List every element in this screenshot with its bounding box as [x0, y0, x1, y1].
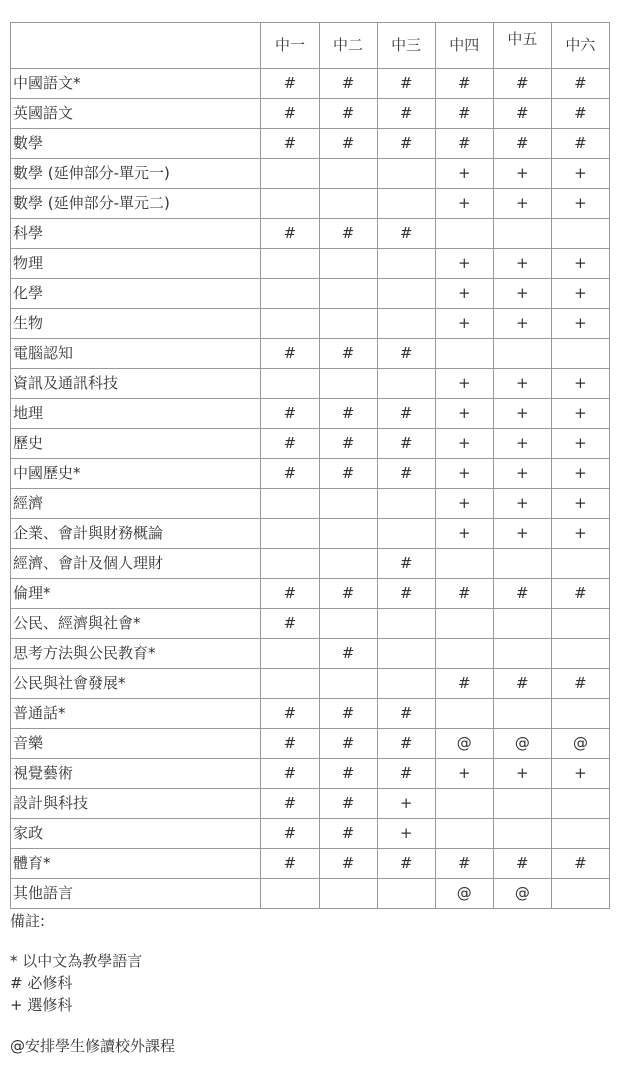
- table-row: [11, 369, 610, 399]
- mark-cell-level-5: [493, 339, 551, 369]
- table-row: [11, 189, 610, 219]
- header-row: [11, 23, 610, 69]
- table-row: [11, 879, 610, 909]
- mark-cell-level-1: [261, 309, 319, 339]
- subject-name-cell: 物理: [11, 249, 261, 279]
- mark-cell-level-6: +: [551, 159, 609, 189]
- mark-cell-level-6: [551, 219, 609, 249]
- mark-cell-level-5: [493, 549, 551, 579]
- mark-cell-level-3: [377, 519, 435, 549]
- mark-cell-level-2: [319, 879, 377, 909]
- subject-name-cell: 數學: [11, 129, 261, 159]
- mark-cell-level-4: +: [435, 519, 493, 549]
- subject-name-cell: 生物: [11, 309, 261, 339]
- mark-cell-level-3: [377, 189, 435, 219]
- table-row: [11, 759, 610, 789]
- mark-cell-level-1: #: [261, 69, 319, 99]
- mark-cell-level-2: #: [319, 339, 377, 369]
- mark-cell-level-2: #: [319, 99, 377, 129]
- mark-cell-level-6: #: [551, 669, 609, 699]
- mark-cell-level-4: [435, 549, 493, 579]
- mark-cell-level-4: +: [435, 279, 493, 309]
- mark-cell-level-5: #: [493, 579, 551, 609]
- mark-cell-level-6: [551, 879, 609, 909]
- mark-cell-level-1: #: [261, 759, 319, 789]
- mark-cell-level-3: #: [377, 339, 435, 369]
- mark-cell-level-5: #: [493, 669, 551, 699]
- mark-cell-level-3: #: [377, 429, 435, 459]
- table-row: [11, 69, 610, 99]
- notes-title: 備註:: [10, 912, 46, 930]
- mark-cell-level-6: #: [551, 69, 609, 99]
- mark-cell-level-6: #: [551, 849, 609, 879]
- mark-cell-level-2: [319, 519, 377, 549]
- subject-name-cell: 地理: [11, 399, 261, 429]
- mark-cell-level-1: #: [261, 609, 319, 639]
- mark-cell-level-1: [261, 549, 319, 579]
- mark-cell-level-1: [261, 639, 319, 669]
- mark-cell-level-5: @: [493, 879, 551, 909]
- mark-cell-level-2: #: [319, 759, 377, 789]
- mark-cell-level-3: #: [377, 579, 435, 609]
- table-row: [11, 669, 610, 699]
- mark-cell-level-2: [319, 549, 377, 579]
- mark-cell-level-6: [551, 609, 609, 639]
- legend-elective: + 選修科: [10, 996, 73, 1014]
- subject-name-cell: 數學 (延伸部分-單元二): [11, 189, 261, 219]
- mark-cell-level-4: +: [435, 159, 493, 189]
- mark-cell-level-6: +: [551, 519, 609, 549]
- mark-cell-level-2: #: [319, 819, 377, 849]
- mark-cell-level-4: +: [435, 189, 493, 219]
- mark-cell-level-6: [551, 549, 609, 579]
- mark-cell-level-4: +: [435, 489, 493, 519]
- mark-cell-level-2: #: [319, 639, 377, 669]
- subject-name-cell: 其他語言: [11, 879, 261, 909]
- legend-medium-chinese: * 以中文為教學語言: [10, 952, 143, 970]
- header-level-4: 中四: [435, 23, 493, 69]
- mark-cell-level-5: [493, 789, 551, 819]
- mark-cell-level-1: #: [261, 339, 319, 369]
- mark-cell-level-1: #: [261, 429, 319, 459]
- mark-cell-level-3: +: [377, 819, 435, 849]
- mark-cell-level-1: #: [261, 399, 319, 429]
- mark-cell-level-5: [493, 219, 551, 249]
- table-row: [11, 519, 610, 549]
- mark-cell-level-5: +: [493, 369, 551, 399]
- subject-name-cell: 企業、會計與財務概論: [11, 519, 261, 549]
- header-subject-cell: [11, 23, 261, 69]
- mark-cell-level-6: #: [551, 129, 609, 159]
- mark-cell-level-4: #: [435, 849, 493, 879]
- mark-cell-level-5: +: [493, 309, 551, 339]
- mark-cell-level-5: +: [493, 519, 551, 549]
- mark-cell-level-4: #: [435, 99, 493, 129]
- table-row: [11, 849, 610, 879]
- subject-name-cell: 英國語文: [11, 99, 261, 129]
- mark-cell-level-4: +: [435, 459, 493, 489]
- mark-cell-level-1: #: [261, 129, 319, 159]
- mark-cell-level-3: #: [377, 219, 435, 249]
- mark-cell-level-6: +: [551, 309, 609, 339]
- mark-cell-level-1: [261, 369, 319, 399]
- mark-cell-level-4: [435, 339, 493, 369]
- mark-cell-level-5: [493, 819, 551, 849]
- mark-cell-level-1: #: [261, 219, 319, 249]
- legend-outside-course: @安排學生修讀校外課程: [10, 1037, 176, 1055]
- mark-cell-level-5: +: [493, 159, 551, 189]
- table-row: [11, 129, 610, 159]
- subject-name-cell: 數學 (延伸部分-單元一): [11, 159, 261, 189]
- mark-cell-level-1: [261, 879, 319, 909]
- header-level-3: 中三: [377, 23, 435, 69]
- table-body: [11, 69, 610, 909]
- header-level-2: 中二: [319, 23, 377, 69]
- subject-name-cell: 倫理*: [11, 579, 261, 609]
- table-row: [11, 549, 610, 579]
- table-row: [11, 459, 610, 489]
- mark-cell-level-1: [261, 189, 319, 219]
- table-row: [11, 699, 610, 729]
- table-row: [11, 249, 610, 279]
- mark-cell-level-2: #: [319, 849, 377, 879]
- table-row: [11, 399, 610, 429]
- mark-cell-level-3: #: [377, 69, 435, 99]
- mark-cell-level-2: [319, 279, 377, 309]
- mark-cell-level-2: #: [319, 579, 377, 609]
- mark-cell-level-2: [319, 669, 377, 699]
- mark-cell-level-2: [319, 189, 377, 219]
- mark-cell-level-4: #: [435, 69, 493, 99]
- subject-name-cell: 電腦認知: [11, 339, 261, 369]
- mark-cell-level-1: [261, 489, 319, 519]
- mark-cell-level-3: #: [377, 759, 435, 789]
- mark-cell-level-4: [435, 789, 493, 819]
- mark-cell-level-4: #: [435, 579, 493, 609]
- mark-cell-level-4: +: [435, 399, 493, 429]
- mark-cell-level-2: [319, 309, 377, 339]
- mark-cell-level-5: +: [493, 249, 551, 279]
- subject-name-cell: 家政: [11, 819, 261, 849]
- subject-name-cell: 普通話*: [11, 699, 261, 729]
- notes-section: [10, 910, 175, 1057]
- subject-name-cell: 音樂: [11, 729, 261, 759]
- mark-cell-level-4: +: [435, 369, 493, 399]
- mark-cell-level-3: #: [377, 729, 435, 759]
- subject-name-cell: 公民、經濟與社會*: [11, 609, 261, 639]
- mark-cell-level-6: +: [551, 459, 609, 489]
- table-row: [11, 309, 610, 339]
- mark-cell-level-3: #: [377, 99, 435, 129]
- subject-name-cell: 中國歷史*: [11, 459, 261, 489]
- subject-name-cell: 視覺藝術: [11, 759, 261, 789]
- table-row: [11, 819, 610, 849]
- mark-cell-level-2: #: [319, 699, 377, 729]
- mark-cell-level-2: #: [319, 789, 377, 819]
- mark-cell-level-6: +: [551, 429, 609, 459]
- mark-cell-level-4: @: [435, 729, 493, 759]
- table-row: [11, 639, 610, 669]
- mark-cell-level-4: @: [435, 879, 493, 909]
- mark-cell-level-6: [551, 339, 609, 369]
- mark-cell-level-2: [319, 159, 377, 189]
- mark-cell-level-3: [377, 639, 435, 669]
- mark-cell-level-6: [551, 789, 609, 819]
- mark-cell-level-1: #: [261, 99, 319, 129]
- table-row: [11, 279, 610, 309]
- header-level-6: 中六: [551, 23, 609, 69]
- mark-cell-level-3: [377, 309, 435, 339]
- mark-cell-level-6: +: [551, 759, 609, 789]
- mark-cell-level-6: #: [551, 99, 609, 129]
- mark-cell-level-2: #: [319, 429, 377, 459]
- mark-cell-level-5: #: [493, 99, 551, 129]
- mark-cell-level-6: #: [551, 579, 609, 609]
- mark-cell-level-2: [319, 369, 377, 399]
- mark-cell-level-2: #: [319, 459, 377, 489]
- mark-cell-level-4: +: [435, 249, 493, 279]
- mark-cell-level-3: #: [377, 459, 435, 489]
- mark-cell-level-4: [435, 219, 493, 249]
- mark-cell-level-6: +: [551, 489, 609, 519]
- table-row: [11, 729, 610, 759]
- mark-cell-level-4: [435, 609, 493, 639]
- mark-cell-level-5: +: [493, 189, 551, 219]
- mark-cell-level-1: #: [261, 819, 319, 849]
- mark-cell-level-1: #: [261, 459, 319, 489]
- mark-cell-level-5: +: [493, 279, 551, 309]
- mark-cell-level-5: +: [493, 399, 551, 429]
- mark-cell-level-6: +: [551, 279, 609, 309]
- mark-cell-level-4: +: [435, 309, 493, 339]
- header-level-5: 中五: [493, 23, 551, 69]
- mark-cell-level-1: [261, 279, 319, 309]
- mark-cell-level-2: #: [319, 399, 377, 429]
- mark-cell-level-3: #: [377, 849, 435, 879]
- table-row: [11, 159, 610, 189]
- mark-cell-level-5: #: [493, 129, 551, 159]
- table-row: [11, 99, 610, 129]
- mark-cell-level-6: +: [551, 249, 609, 279]
- mark-cell-level-1: #: [261, 579, 319, 609]
- mark-cell-level-3: [377, 669, 435, 699]
- table-row: [11, 609, 610, 639]
- mark-cell-level-3: #: [377, 549, 435, 579]
- subject-name-cell: 科學: [11, 219, 261, 249]
- mark-cell-level-1: [261, 519, 319, 549]
- header-level-1: 中一: [261, 23, 319, 69]
- mark-cell-level-4: [435, 819, 493, 849]
- mark-cell-level-6: @: [551, 729, 609, 759]
- mark-cell-level-6: [551, 699, 609, 729]
- mark-cell-level-5: #: [493, 69, 551, 99]
- mark-cell-level-1: #: [261, 789, 319, 819]
- mark-cell-level-6: +: [551, 369, 609, 399]
- subject-name-cell: 歷史: [11, 429, 261, 459]
- mark-cell-level-5: [493, 699, 551, 729]
- mark-cell-level-1: #: [261, 699, 319, 729]
- mark-cell-level-3: #: [377, 399, 435, 429]
- mark-cell-level-3: [377, 879, 435, 909]
- mark-cell-level-2: #: [319, 129, 377, 159]
- table-row: [11, 219, 610, 249]
- table-row: [11, 579, 610, 609]
- mark-cell-level-3: [377, 489, 435, 519]
- mark-cell-level-3: +: [377, 789, 435, 819]
- mark-cell-level-5: +: [493, 429, 551, 459]
- mark-cell-level-2: [319, 609, 377, 639]
- mark-cell-level-1: [261, 249, 319, 279]
- mark-cell-level-1: [261, 669, 319, 699]
- subject-name-cell: 經濟、會計及個人理財: [11, 549, 261, 579]
- mark-cell-level-2: #: [319, 729, 377, 759]
- mark-cell-level-4: [435, 639, 493, 669]
- mark-cell-level-2: #: [319, 219, 377, 249]
- mark-cell-level-4: +: [435, 429, 493, 459]
- mark-cell-level-3: #: [377, 699, 435, 729]
- table-row: [11, 489, 610, 519]
- table-header: [11, 23, 610, 69]
- mark-cell-level-4: #: [435, 129, 493, 159]
- subject-name-cell: 經濟: [11, 489, 261, 519]
- table-row: [11, 339, 610, 369]
- mark-cell-level-5: #: [493, 849, 551, 879]
- mark-cell-level-4: +: [435, 759, 493, 789]
- mark-cell-level-6: [551, 819, 609, 849]
- subject-name-cell: 思考方法與公民教育*: [11, 639, 261, 669]
- mark-cell-level-3: [377, 279, 435, 309]
- mark-cell-level-3: [377, 159, 435, 189]
- mark-cell-level-5: +: [493, 759, 551, 789]
- mark-cell-level-3: #: [377, 129, 435, 159]
- subject-name-cell: 公民與社會發展*: [11, 669, 261, 699]
- table-row: [11, 429, 610, 459]
- mark-cell-level-4: #: [435, 669, 493, 699]
- mark-cell-level-1: #: [261, 729, 319, 759]
- mark-cell-level-5: [493, 639, 551, 669]
- mark-cell-level-6: +: [551, 399, 609, 429]
- mark-cell-level-2: #: [319, 69, 377, 99]
- mark-cell-level-3: [377, 249, 435, 279]
- mark-cell-level-2: [319, 249, 377, 279]
- mark-cell-level-5: @: [493, 729, 551, 759]
- mark-cell-level-6: [551, 639, 609, 669]
- subject-name-cell: 資訊及通訊科技: [11, 369, 261, 399]
- mark-cell-level-1: [261, 159, 319, 189]
- mark-cell-level-1: #: [261, 849, 319, 879]
- subject-name-cell: 中國語文*: [11, 69, 261, 99]
- legend-compulsory: # 必修科: [10, 974, 73, 992]
- subject-name-cell: 體育*: [11, 849, 261, 879]
- mark-cell-level-6: +: [551, 189, 609, 219]
- subject-name-cell: 設計與科技: [11, 789, 261, 819]
- mark-cell-level-5: +: [493, 489, 551, 519]
- mark-cell-level-3: [377, 369, 435, 399]
- mark-cell-level-5: +: [493, 459, 551, 489]
- subject-name-cell: 化學: [11, 279, 261, 309]
- mark-cell-level-5: [493, 609, 551, 639]
- curriculum-table: [10, 22, 610, 909]
- mark-cell-level-2: [319, 489, 377, 519]
- mark-cell-level-3: [377, 609, 435, 639]
- mark-cell-level-4: [435, 699, 493, 729]
- table-row: [11, 789, 610, 819]
